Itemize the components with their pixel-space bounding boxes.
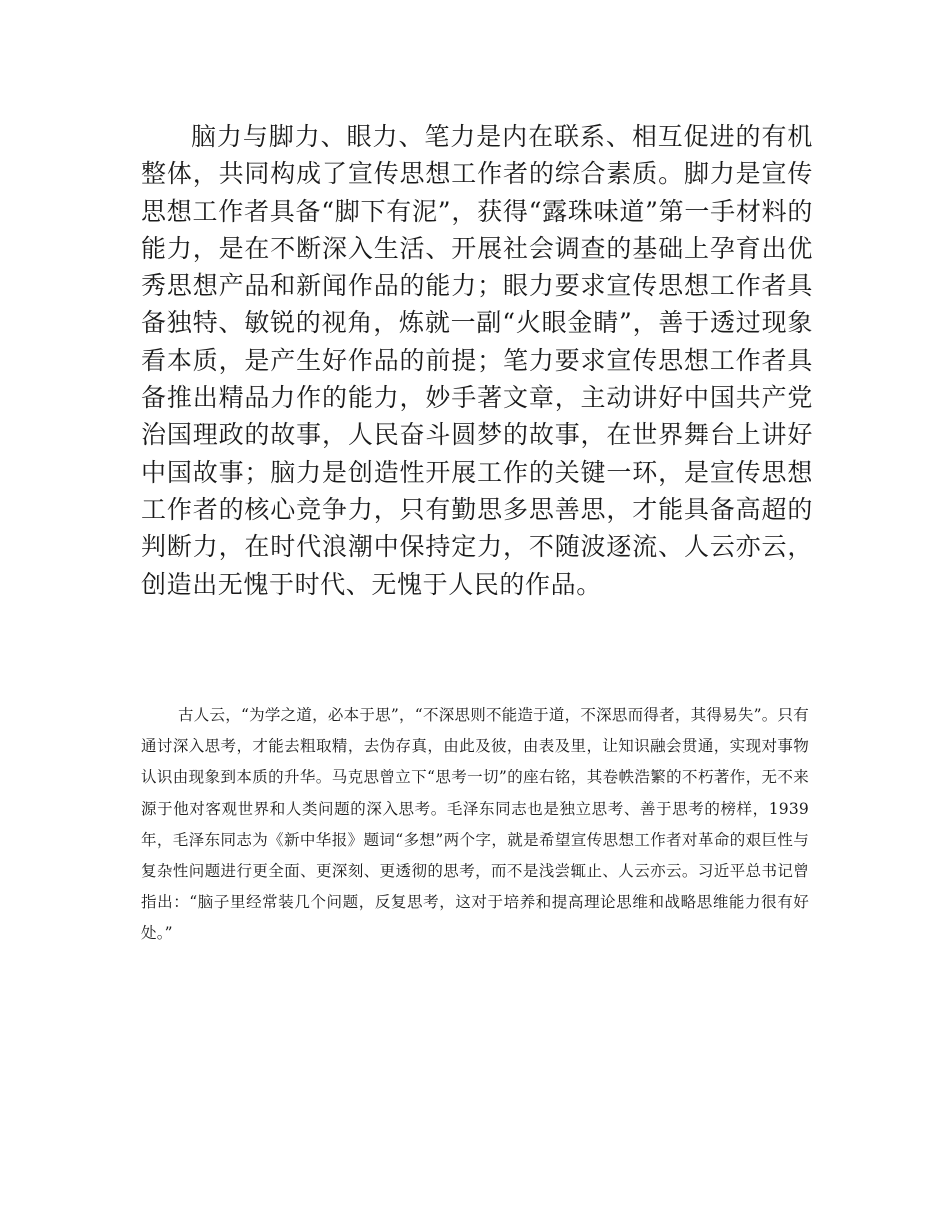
body-paragraph-small: 古人云，“为学之道，必本于思”，“不深思则不能造于道，不深思而得者，其得易失”。只有通讨深入思考，才能去粗取精，去伪存真，由此及彼，由表及里，让知识融会贯通，实现对事物认识由现象到本质的升华。马克思曾立下“思考一切”的座右铭，其卷帙浩繁的不朽著作，无不来源于他对客观世界和人类问题的深入思考。毛泽东同志也是独立思考、善于思考的榜样，1939 年，毛泽东同志为《新中华报》题词“多想”两个字，就是希望宣传思想工作者对革命的艰巨性与复杂性问题进行更全面、更深刻、更透彻的思考，而不是浅尝辄止、人云亦云。习近平总书记曾指出：“脑子里经常装几个问题，反复思考，这对于培养和提高理论思维和战略思维能力很有好处。” <box>141 706 809 943</box>
body-paragraph-large: 脑力与脚力、眼力、笔力是内在联系、相互促进的有机整体，共同构成了宣传思想工作者的综合素质。脚力是宣传思想工作者具备“脚下有泥”，获得“露珠味道”第一手材料的能力，是在不断深入生活、开展社会调查的基础上孕育出优秀思想产品和新闻作品的能力；眼力要求宣传思想工作者具备独特、敏锐的视角，炼就一副“火眼金睛”，善于透过现象看本质，是产生好作品的前提；笔力要求宣传思想工作者具备推出精品力作的能力，妙手著文章，主动讲好中国共产党治国理政的故事，人民奋斗圆梦的故事，在世界舞台上讲好中国故事；脑力是创造性开展工作的关键一环，是宣传思想工作者的核心竞争力，只有勤思多思善思，才能具备高超的判断力，在时代浪潮中保持定力，不随波逐流、人云亦云，创造出无愧于时代、无愧于人民的作品。 <box>141 122 813 599</box>
